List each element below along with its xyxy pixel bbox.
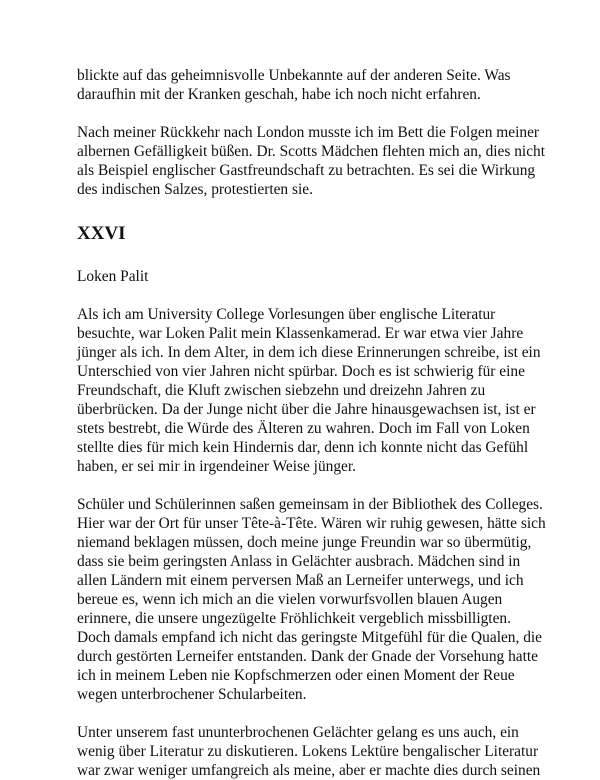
text-line: stellte dies für mich kein Hindernis dar, denn ich konnte nicht das Gefühl: [77, 439, 529, 456]
text-line: Hier war der Ort für unser Tête-à-Tête. Wären wir ruhig gewesen, hätte sich: [77, 515, 546, 532]
text-line: daraufhin mit der Kranken geschah, habe ich noch nicht erfahren.: [77, 86, 481, 103]
text-line: wegen unterbrochener Schularbeiten.: [77, 686, 307, 703]
text-line: blickte auf das geheimnisvolle Unbekannte auf der anderen Seite. Was: [77, 67, 511, 84]
text-line: Schüler und Schülerinnen saßen gemeinsam in der Bibliothek des Colleges.: [77, 496, 543, 513]
text-line: jünger als ich. In dem Alter, in dem ich diese Erinnerungen schreibe, ist ein: [77, 344, 541, 361]
text-line: des indischen Salzes, protestierten sie.: [77, 181, 313, 198]
text-line: Unter unserem fast ununterbrochenen Gelächter gelang es uns auch, ein: [77, 724, 519, 741]
text-line: als Beispiel englischer Gastfreundschaft zu betrachten. Es sei die Wirkung: [77, 162, 536, 179]
text-line: durch gestörten Lerneifer entstanden. Dank der Gnade der Vorsehung hatte: [77, 648, 538, 665]
text-line: wenig über Literatur zu diskutieren. Lokens Lektüre bengalischer Literatur: [77, 743, 539, 760]
chapter-subtitle: [77, 267, 530, 286]
text-line: bereue es, wenn ich mich an die vielen vorwurfsvollen blauen Augen: [77, 591, 503, 608]
text-line: Als ich am University College Vorlesungen über englische Literatur: [77, 306, 496, 323]
paragraph-library: [77, 495, 546, 704]
text-line: haben, er sei mir in irgendeiner Weise jünger.: [77, 458, 356, 475]
text-line: überbrücken. Da der Junge nicht über die Jahre hinausgewachsen ist, ist er: [77, 401, 536, 418]
text-line: dass sie beim geringsten Anlass in Gelächter ausbrach. Mädchen sind in: [77, 553, 521, 570]
paragraph-london-return: [77, 123, 545, 199]
paragraph-literature: [77, 723, 541, 780]
text-line: erinnere, die unsere ungezügelte Fröhlichkeit vergeblich missbilligten.: [77, 610, 511, 627]
text-line: besuchte, war Loken Palit mein Klassenkamerad. Er war etwa vier Jahre: [77, 325, 524, 342]
text-line: Loken Palit: [77, 268, 149, 285]
paragraph-intro-end: [77, 66, 530, 104]
text-line: stets bestrebt, die Würde des Älteren zu wahren. Doch im Fall von Loken: [77, 420, 530, 437]
text-line: albernen Gefälligkeit büßen. Dr. Scotts Mädchen flehten mich an, dies nicht: [77, 143, 545, 160]
text-line: Unterschied von vier Jahren nicht spürbar. Doch es ist schwierig für eine: [77, 363, 525, 380]
paragraph-classmate: [77, 305, 541, 476]
chapter-heading: [77, 223, 530, 245]
text-line: Nach meiner Rückkehr nach London musste ich im Bett die Folgen meiner: [77, 124, 540, 141]
text-line: war zwar weniger umfangreich als meine, aber er machte dies durch seinen: [77, 762, 541, 779]
text-line: allen Ländern mit einem perversen Maß an Lerneifer unterwegs, und ich: [77, 572, 524, 589]
text-line: niemand beklagen müssen, doch meine junge Freundin war so übermütig,: [77, 534, 532, 551]
text-line: XXVI: [77, 223, 126, 244]
text-line: ich in meinem Leben nie Kopfschmerzen oder einen Moment der Reue: [77, 667, 515, 684]
text-line: Freundschaft, die Kluft zwischen siebzehn und dreizehn Jahren zu: [77, 382, 486, 399]
text-line: Doch damals empfand ich nicht das geringste Mitgefühl für die Qualen, die: [77, 629, 543, 646]
